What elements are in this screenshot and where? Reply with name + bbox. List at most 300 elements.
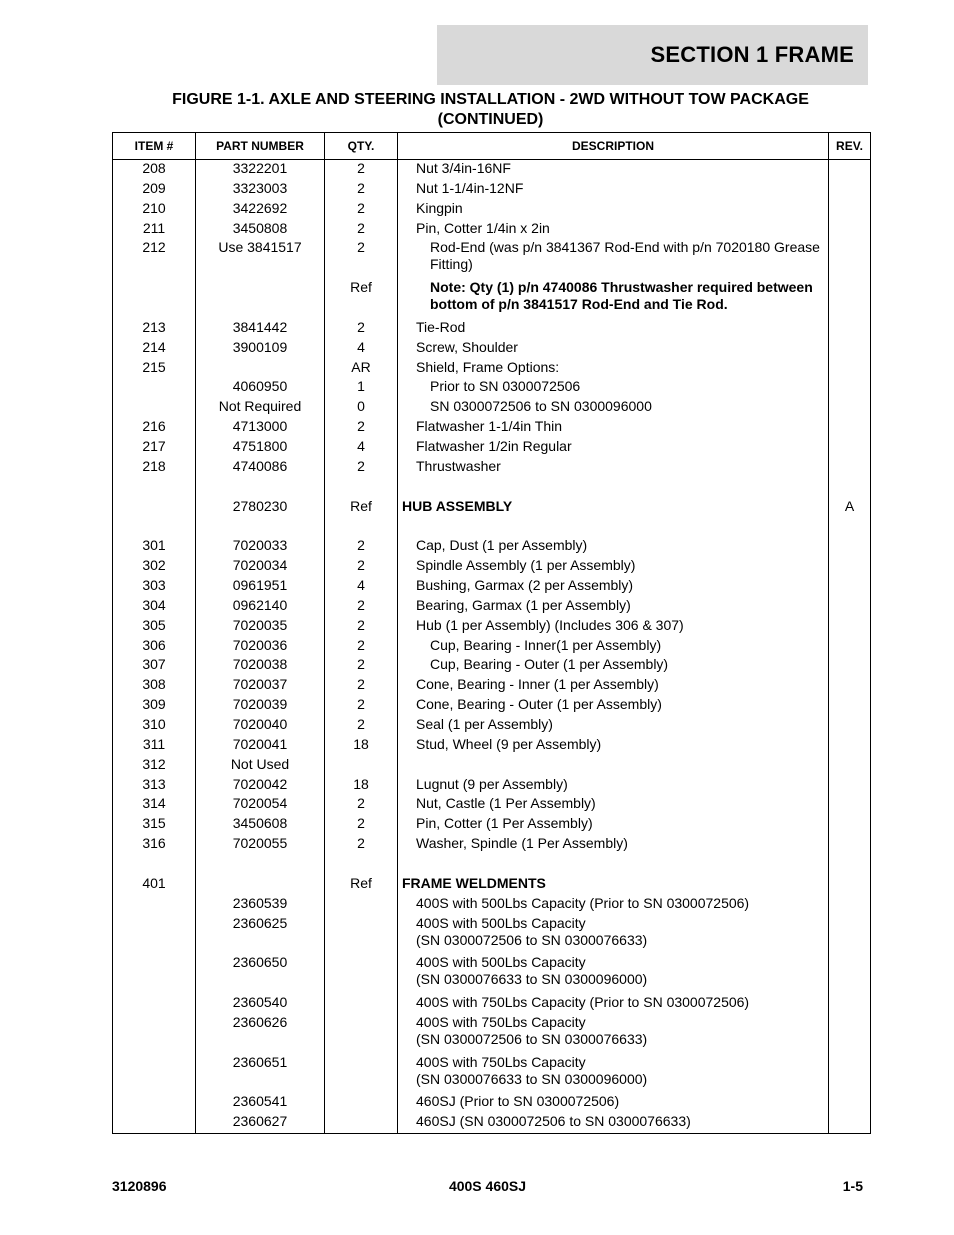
cell-rev: [829, 279, 871, 319]
cell-rev: [829, 1014, 871, 1054]
filler-cell: [325, 1133, 398, 1134]
cell-qty: 2: [325, 319, 398, 339]
cell-part-number: 7020055: [196, 835, 325, 855]
cell-part-number: 2360539: [196, 895, 325, 915]
cell-part-number: 0962140: [196, 597, 325, 617]
cell-part-number: 3450608: [196, 815, 325, 835]
cell-description: [398, 637, 829, 657]
cell-rev: [829, 418, 871, 438]
table-row: [113, 537, 871, 557]
cell-part-number: 2780230: [196, 498, 325, 518]
spacer-cell: [398, 517, 829, 537]
cell-qty: [325, 1014, 398, 1054]
cell-rev: [829, 637, 871, 657]
cell-part-number: 2360540: [196, 994, 325, 1014]
cell-item: 215: [113, 359, 196, 379]
cell-part-number: 4713000: [196, 418, 325, 438]
cell-qty: [325, 895, 398, 915]
cell-item: 308: [113, 676, 196, 696]
description-text-line2: (SN 0300072506 to SN 0300076633): [416, 931, 648, 948]
cell-item: 309: [113, 696, 196, 716]
table-row: [113, 1014, 871, 1054]
section-title: SECTION 1 FRAME: [650, 42, 854, 67]
table-row: [113, 577, 871, 597]
cell-part-number: Use 3841517: [196, 239, 325, 279]
cell-qty: 2: [325, 835, 398, 855]
cell-qty: [325, 1054, 398, 1094]
cell-rev: A: [829, 498, 871, 518]
cell-item: [113, 498, 196, 518]
cell-qty: 2: [325, 220, 398, 240]
cell-qty: 18: [325, 776, 398, 796]
description-text: FRAME WELDMENTS: [402, 874, 546, 891]
cell-item: 311: [113, 736, 196, 756]
figure-title: [112, 90, 869, 130]
cell-part-number: Not Required: [196, 398, 325, 418]
cell-rev: [829, 557, 871, 577]
cell-item: 216: [113, 418, 196, 438]
cell-description: [398, 378, 829, 398]
cell-rev: [829, 736, 871, 756]
cell-item: [113, 915, 196, 955]
table-row: [113, 1113, 871, 1133]
cell-part-number: 7020039: [196, 696, 325, 716]
cell-qty: [325, 756, 398, 776]
cell-rev: [829, 537, 871, 557]
description-text: Cap, Dust (1 per Assembly): [416, 537, 588, 554]
table-row: [113, 438, 871, 458]
cell-part-number: 7020033: [196, 537, 325, 557]
table-row: [113, 1093, 871, 1113]
cell-part-number: [196, 279, 325, 319]
cell-item: 313: [113, 776, 196, 796]
cell-rev: [829, 239, 871, 279]
filler-cell: [398, 1133, 829, 1134]
table-row: [113, 696, 871, 716]
description-text: Cone, Bearing - Inner (1 per Assembly): [416, 676, 659, 693]
table-row: [113, 279, 871, 319]
cell-rev: [829, 915, 871, 955]
table-row: [113, 418, 871, 438]
cell-part-number: 4740086: [196, 458, 325, 478]
description-text: Pin, Cotter (1 Per Assembly): [416, 815, 593, 832]
cell-description: [398, 736, 829, 756]
cell-qty: Ref: [325, 498, 398, 518]
table-row: [113, 895, 871, 915]
table-spacer-row: [113, 517, 871, 537]
description-text: Kingpin: [416, 199, 463, 216]
cell-qty: 4: [325, 577, 398, 597]
description-text: 400S with 500Lbs Capacity: [416, 914, 586, 931]
cell-rev: [829, 200, 871, 220]
description-text: Tie-Rod: [416, 318, 466, 335]
table-row: [113, 498, 871, 518]
spacer-cell: [325, 517, 398, 537]
table-row: [113, 954, 871, 994]
cell-description: [398, 617, 829, 637]
description-text: 400S with 750Lbs Capacity: [416, 1013, 586, 1030]
cell-description: [398, 1113, 829, 1133]
cell-qty: 18: [325, 736, 398, 756]
cell-qty: 2: [325, 458, 398, 478]
cell-description: [398, 319, 829, 339]
cell-description: [398, 776, 829, 796]
cell-description: [398, 795, 829, 815]
cell-description: [398, 676, 829, 696]
cell-part-number: 7020054: [196, 795, 325, 815]
cell-rev: [829, 319, 871, 339]
description-text: HUB ASSEMBLY: [402, 497, 513, 514]
cell-description: [398, 1014, 829, 1054]
description-text: Bearing, Garmax (1 per Assembly): [416, 596, 631, 613]
cell-qty: 1: [325, 378, 398, 398]
cell-description: [398, 915, 829, 955]
cell-qty: 4: [325, 339, 398, 359]
cell-qty: 2: [325, 180, 398, 200]
table-row: [113, 776, 871, 796]
cell-qty: 4: [325, 438, 398, 458]
cell-rev: [829, 994, 871, 1014]
cell-qty: AR: [325, 359, 398, 379]
cell-part-number: 2360626: [196, 1014, 325, 1054]
cell-rev: [829, 875, 871, 895]
table-filler-row: [113, 1133, 871, 1134]
cell-item: 315: [113, 815, 196, 835]
cell-rev: [829, 835, 871, 855]
cell-rev: [829, 359, 871, 379]
table-row: [113, 359, 871, 379]
description-text: Seal (1 per Assembly): [416, 716, 553, 733]
cell-rev: [829, 676, 871, 696]
cell-qty: [325, 954, 398, 994]
cell-item: 312: [113, 756, 196, 776]
cell-item: 213: [113, 319, 196, 339]
cell-description: [398, 160, 829, 180]
cell-rev: [829, 895, 871, 915]
cell-item: 316: [113, 835, 196, 855]
table-row: [113, 458, 871, 478]
cell-item: [113, 378, 196, 398]
cell-item: 208: [113, 160, 196, 180]
cell-description: [398, 557, 829, 577]
description-text: Stud, Wheel (9 per Assembly): [416, 735, 602, 752]
cell-qty: 2: [325, 795, 398, 815]
cell-qty: [325, 1113, 398, 1133]
cell-rev: [829, 180, 871, 200]
cell-item: 302: [113, 557, 196, 577]
cell-rev: [829, 954, 871, 994]
description-text: Screw, Shoulder: [416, 338, 518, 355]
cell-description: [398, 1093, 829, 1113]
cell-rev: [829, 756, 871, 776]
cell-qty: 2: [325, 597, 398, 617]
table-row: [113, 656, 871, 676]
cell-item: 217: [113, 438, 196, 458]
cell-part-number: [196, 875, 325, 895]
cell-part-number: Not Used: [196, 756, 325, 776]
description-text: SN 0300072506 to SN 0300096000: [430, 398, 652, 415]
description-text: 400S with 750Lbs Capacity: [416, 1053, 586, 1070]
table-row: [113, 676, 871, 696]
cell-qty: 0: [325, 398, 398, 418]
cell-rev: [829, 656, 871, 676]
cell-rev: [829, 160, 871, 180]
cell-qty: 2: [325, 716, 398, 736]
filler-cell: [113, 1133, 196, 1134]
cell-description: [398, 220, 829, 240]
table-spacer-row: [113, 478, 871, 498]
spacer-cell: [829, 517, 871, 537]
cell-description: [398, 438, 829, 458]
cell-description: [398, 656, 829, 676]
cell-rev: [829, 438, 871, 458]
table-row: [113, 160, 871, 180]
page-footer: [112, 1178, 863, 1198]
cell-description: [398, 398, 829, 418]
cell-rev: [829, 597, 871, 617]
cell-part-number: 7020038: [196, 656, 325, 676]
spacer-cell: [325, 855, 398, 875]
spacer-cell: [829, 855, 871, 875]
cell-item: 301: [113, 537, 196, 557]
description-text: Spindle Assembly (1 per Assembly): [416, 557, 636, 574]
cell-part-number: 7020042: [196, 776, 325, 796]
cell-item: [113, 398, 196, 418]
cell-description: [398, 279, 829, 319]
cell-qty: 2: [325, 637, 398, 657]
cell-part-number: 7020034: [196, 557, 325, 577]
cell-description: [398, 835, 829, 855]
cell-part-number: 4060950: [196, 378, 325, 398]
spacer-cell: [398, 855, 829, 875]
cell-rev: [829, 1113, 871, 1133]
spacer-cell: [196, 517, 325, 537]
cell-part-number: 7020036: [196, 637, 325, 657]
table-row: [113, 795, 871, 815]
table-row: [113, 716, 871, 736]
header-part-number: PART NUMBER: [196, 133, 325, 160]
description-text: Note: Qty (1) p/n 4740086 Thrustwasher required between bottom of p/n 3841517 Rod-End and Tie Rod.: [430, 279, 813, 313]
spacer-cell: [113, 517, 196, 537]
table-row: [113, 835, 871, 855]
cell-part-number: 3900109: [196, 339, 325, 359]
cell-rev: [829, 617, 871, 637]
table-row: [113, 637, 871, 657]
cell-qty: 2: [325, 537, 398, 557]
table-row: [113, 557, 871, 577]
description-text: 400S with 750Lbs Capacity (Prior to SN 0300072506): [416, 993, 750, 1010]
cell-part-number: 3450808: [196, 220, 325, 240]
cell-part-number: 2360625: [196, 915, 325, 955]
cell-part-number: 3323003: [196, 180, 325, 200]
cell-item: [113, 994, 196, 1014]
table-row: [113, 1054, 871, 1094]
table-row: [113, 994, 871, 1014]
cell-item: 303: [113, 577, 196, 597]
spacer-cell: [829, 478, 871, 498]
spacer-cell: [196, 478, 325, 498]
cell-qty: [325, 915, 398, 955]
description-text: Lugnut (9 per Assembly): [416, 775, 568, 792]
cell-part-number: 2360627: [196, 1113, 325, 1133]
description-text: 460SJ (SN 0300072506 to SN 0300076633): [416, 1113, 691, 1130]
cell-description: [398, 895, 829, 915]
cell-part-number: 7020035: [196, 617, 325, 637]
cell-rev: [829, 458, 871, 478]
cell-part-number: 7020040: [196, 716, 325, 736]
cell-description: [398, 577, 829, 597]
header-description: DESCRIPTION: [398, 133, 829, 160]
cell-part-number: 2360650: [196, 954, 325, 994]
cell-item: 305: [113, 617, 196, 637]
spacer-cell: [325, 478, 398, 498]
cell-part-number: 2360651: [196, 1054, 325, 1094]
cell-item: 304: [113, 597, 196, 617]
description-text: Hub (1 per Assembly) (Includes 306 & 307): [416, 616, 684, 633]
filler-cell: [829, 1133, 871, 1134]
table-row: [113, 597, 871, 617]
description-text-line2: (SN 0300076633 to SN 0300096000): [416, 971, 648, 988]
cell-description: [398, 498, 829, 518]
cell-part-number: 3422692: [196, 200, 325, 220]
cell-qty: [325, 1093, 398, 1113]
cell-item: [113, 1054, 196, 1094]
figure-title-line1: FIGURE 1-1. AXLE AND STEERING INSTALLATION - 2WD WITHOUT TOW PACKAGE: [172, 91, 809, 108]
cell-qty: 2: [325, 418, 398, 438]
cell-qty: 2: [325, 676, 398, 696]
description-text: Nut 1-1/4in-12NF: [416, 179, 524, 196]
header-item: ITEM #: [113, 133, 196, 160]
figure-title-line2: (CONTINUED): [437, 111, 544, 128]
cell-rev: [829, 716, 871, 736]
description-text: Prior to SN 0300072506: [430, 378, 581, 395]
description-text: Bushing, Garmax (2 per Assembly): [416, 577, 634, 594]
cell-rev: [829, 1054, 871, 1094]
description-text: Cup, Bearing - Outer (1 per Assembly): [430, 656, 669, 673]
spacer-cell: [113, 855, 196, 875]
cell-rev: [829, 795, 871, 815]
cell-rev: [829, 1093, 871, 1113]
cell-rev: [829, 220, 871, 240]
parts-table: [112, 132, 871, 1134]
cell-description: [398, 815, 829, 835]
table-row: [113, 915, 871, 955]
cell-qty: 2: [325, 160, 398, 180]
cell-description: [398, 180, 829, 200]
cell-description: [398, 716, 829, 736]
cell-item: 212: [113, 239, 196, 279]
cell-description: [398, 339, 829, 359]
cell-rev: [829, 815, 871, 835]
cell-item: [113, 1113, 196, 1133]
description-text: 400S with 500Lbs Capacity: [416, 954, 586, 971]
spacer-cell: [113, 478, 196, 498]
cell-description: [398, 359, 829, 379]
cell-description: [398, 200, 829, 220]
table-row: [113, 319, 871, 339]
table-row: [113, 180, 871, 200]
description-text: Cup, Bearing - Inner(1 per Assembly): [430, 636, 662, 653]
table-row: [113, 220, 871, 240]
section-header: [437, 25, 868, 85]
cell-item: 307: [113, 656, 196, 676]
description-text: Nut 3/4in-16NF: [416, 160, 511, 176]
footer-model: 400S 460SJ: [448, 1178, 527, 1194]
header-rev: REV.: [829, 133, 871, 160]
description-text: Rod-End (was p/n 3841367 Rod-End with p/n 7020180 Grease Fitting): [430, 239, 820, 273]
cell-part-number: 0961951: [196, 577, 325, 597]
cell-rev: [829, 776, 871, 796]
cell-part-number: 3322201: [196, 160, 325, 180]
description-text: Washer, Spindle (1 Per Assembly): [416, 835, 628, 852]
cell-rev: [829, 339, 871, 359]
description-text: 400S with 500Lbs Capacity (Prior to SN 0300072506): [416, 894, 750, 911]
cell-description: [398, 418, 829, 438]
cell-qty: [325, 994, 398, 1014]
table-row: [113, 398, 871, 418]
cell-item: [113, 279, 196, 319]
description-text: Thrustwasher: [416, 457, 501, 474]
cell-description: [398, 239, 829, 279]
cell-item: 314: [113, 795, 196, 815]
cell-qty: 2: [325, 617, 398, 637]
table-row: [113, 815, 871, 835]
cell-description: [398, 994, 829, 1014]
cell-part-number: 7020037: [196, 676, 325, 696]
table-spacer-row: [113, 855, 871, 875]
cell-item: 210: [113, 200, 196, 220]
cell-description: [398, 696, 829, 716]
cell-description: [398, 458, 829, 478]
cell-item: [113, 895, 196, 915]
cell-item: [113, 1014, 196, 1054]
table-row: [113, 200, 871, 220]
table-row: [113, 756, 871, 776]
description-text: Pin, Cotter 1/4in x 2in: [416, 219, 550, 236]
table-row: [113, 736, 871, 756]
table-row: [113, 339, 871, 359]
cell-item: 211: [113, 220, 196, 240]
cell-rev: [829, 398, 871, 418]
cell-qty: Ref: [325, 875, 398, 895]
cell-qty: 2: [325, 696, 398, 716]
cell-description: [398, 875, 829, 895]
description-text: Flatwasher 1-1/4in Thin: [416, 418, 563, 435]
cell-item: 306: [113, 637, 196, 657]
description-text: Flatwasher 1/2in Regular: [416, 437, 572, 454]
spacer-cell: [398, 478, 829, 498]
description-text: Nut, Castle (1 Per Assembly): [416, 795, 596, 812]
filler-cell: [196, 1133, 325, 1134]
cell-item: 209: [113, 180, 196, 200]
cell-item: [113, 1093, 196, 1113]
cell-qty: 2: [325, 200, 398, 220]
cell-rev: [829, 577, 871, 597]
cell-description: [398, 537, 829, 557]
parts-body: [113, 160, 871, 1134]
cell-qty: 2: [325, 656, 398, 676]
cell-qty: 2: [325, 815, 398, 835]
cell-part-number: 3841442: [196, 319, 325, 339]
description-text: Cone, Bearing - Outer (1 per Assembly): [416, 696, 662, 713]
table-row: [113, 875, 871, 895]
cell-qty: Ref: [325, 279, 398, 319]
table-row: [113, 617, 871, 637]
table-header-row: [113, 133, 871, 160]
cell-description: [398, 954, 829, 994]
header-qty: QTY.: [325, 133, 398, 160]
footer-doc-number: 3120896: [112, 1178, 167, 1194]
